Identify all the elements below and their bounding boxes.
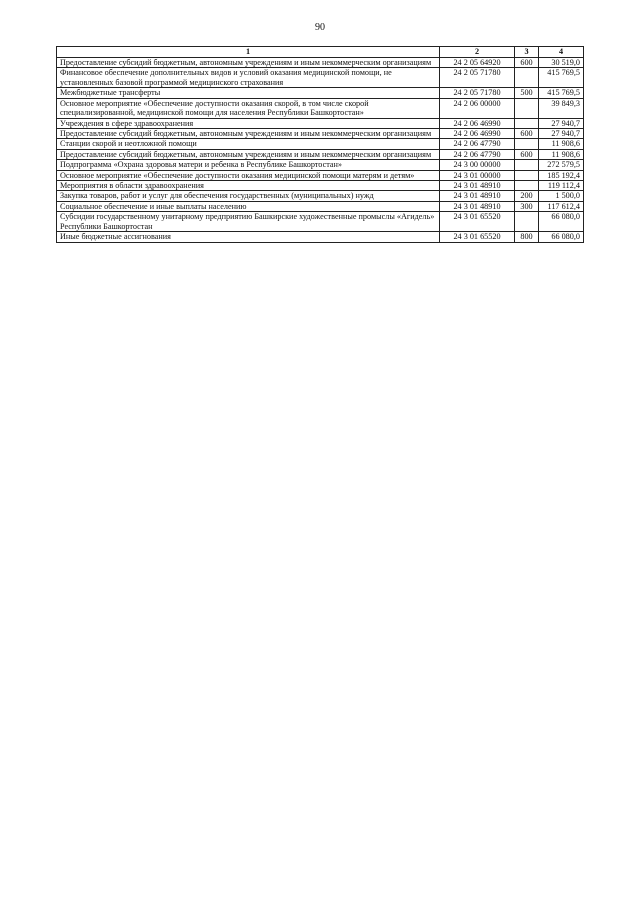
table-row — [57, 201, 584, 211]
row-type — [515, 68, 539, 88]
row-amount: 415 769,5 — [539, 88, 584, 98]
row-amount: 1 500,0 — [539, 191, 584, 201]
row-amount: 415 769,5 — [539, 68, 584, 88]
row-name: Мероприятия в области здравоохранения — [57, 181, 440, 191]
table-row — [57, 181, 584, 191]
table-row — [57, 212, 584, 232]
row-name: Предоставление субсидий бюджетным, автономным учреждениям и иным некоммерческим организациям — [57, 149, 440, 159]
row-type — [515, 98, 539, 118]
row-amount: 39 849,3 — [539, 98, 584, 118]
row-name: Социальное обеспечение и иные выплаты населению — [57, 201, 440, 211]
table-row — [57, 170, 584, 180]
row-amount: 27 940,7 — [539, 128, 584, 138]
row-name: Основное мероприятие «Обеспечение доступности оказания медицинской помощи матерям и детям» — [57, 170, 440, 180]
row-code: 24 2 06 46990 — [440, 128, 515, 138]
row-amount: 272 579,5 — [539, 160, 584, 170]
row-amount: 117 612,4 — [539, 201, 584, 211]
row-code: 24 2 05 64920 — [440, 58, 515, 68]
row-code: 24 2 06 46990 — [440, 118, 515, 128]
row-amount: 119 112,4 — [539, 181, 584, 191]
table-row — [57, 232, 584, 242]
table-row — [57, 98, 584, 118]
table-row — [57, 68, 584, 88]
row-code: 24 2 06 00000 — [440, 98, 515, 118]
header-row — [57, 47, 584, 58]
table-row — [57, 139, 584, 149]
column-header-amount: 4 — [539, 47, 584, 58]
row-code: 24 2 05 71780 — [440, 88, 515, 98]
row-type: 200 — [515, 191, 539, 201]
row-code: 24 3 01 65520 — [440, 232, 515, 242]
row-code: 24 3 01 00000 — [440, 170, 515, 180]
row-name: Учреждения в сфере здравоохранения — [57, 118, 440, 128]
row-name: Подпрограмма «Охрана здоровья матери и ребенка в Республике Башкортостан» — [57, 160, 440, 170]
row-amount: 11 908,6 — [539, 149, 584, 159]
row-code: 24 3 01 65520 — [440, 212, 515, 232]
row-name: Станции скорой и неотложной помощи — [57, 139, 440, 149]
row-type: 800 — [515, 232, 539, 242]
row-type: 600 — [515, 58, 539, 68]
row-amount: 66 080,0 — [539, 212, 584, 232]
row-amount: 27 940,7 — [539, 118, 584, 128]
table-row — [57, 88, 584, 98]
column-header-type: 3 — [515, 47, 539, 58]
row-type: 600 — [515, 128, 539, 138]
row-type — [515, 139, 539, 149]
row-name: Закупка товаров, работ и услуг для обеспечения государственных (муниципальных) нужд — [57, 191, 440, 201]
page-number: 90 — [315, 22, 325, 33]
row-type — [515, 170, 539, 180]
column-header-code: 2 — [440, 47, 515, 58]
row-type: 300 — [515, 201, 539, 211]
row-name: Предоставление субсидий бюджетным, автономным учреждениям и иным некоммерческим организациям — [57, 58, 440, 68]
row-name: Предоставление субсидий бюджетным, автономным учреждениям и иным некоммерческим организациям — [57, 128, 440, 138]
row-amount: 30 519,0 — [539, 58, 584, 68]
row-name: Иные бюджетные ассигнования — [57, 232, 440, 242]
table-row — [57, 191, 584, 201]
row-name: Основное мероприятие «Обеспечение доступности оказания скорой, в том числе скорой специализированной, медицинской помощи для населения Республики Башкортостан» — [57, 98, 440, 118]
column-header-name: 1 — [57, 47, 440, 58]
row-amount: 11 908,6 — [539, 139, 584, 149]
row-amount: 66 080,0 — [539, 232, 584, 242]
row-amount: 185 192,4 — [539, 170, 584, 180]
table-row — [57, 128, 584, 138]
row-type — [515, 118, 539, 128]
budget-table — [56, 46, 584, 243]
table-row — [57, 58, 584, 68]
row-name: Субсидии государственному унитарному предприятию Башкирские художественные промыслы «Агидель» Республики Башкортостан — [57, 212, 440, 232]
row-type: 600 — [515, 149, 539, 159]
table-row — [57, 149, 584, 159]
row-type — [515, 160, 539, 170]
row-type — [515, 212, 539, 232]
row-code: 24 3 00 00000 — [440, 160, 515, 170]
table-row — [57, 160, 584, 170]
row-code: 24 2 06 47790 — [440, 149, 515, 159]
row-code: 24 3 01 48910 — [440, 181, 515, 191]
row-code: 24 2 06 47790 — [440, 139, 515, 149]
row-name: Межбюджетные трансферты — [57, 88, 440, 98]
row-code: 24 3 01 48910 — [440, 191, 515, 201]
row-code: 24 2 05 71780 — [440, 68, 515, 88]
row-code: 24 3 01 48910 — [440, 201, 515, 211]
row-type — [515, 181, 539, 191]
table-row — [57, 118, 584, 128]
row-name: Финансовое обеспечение дополнительных видов и условий оказания медицинской помощи, не установленных базовой программой медицинского страхования — [57, 68, 440, 88]
row-type: 500 — [515, 88, 539, 98]
